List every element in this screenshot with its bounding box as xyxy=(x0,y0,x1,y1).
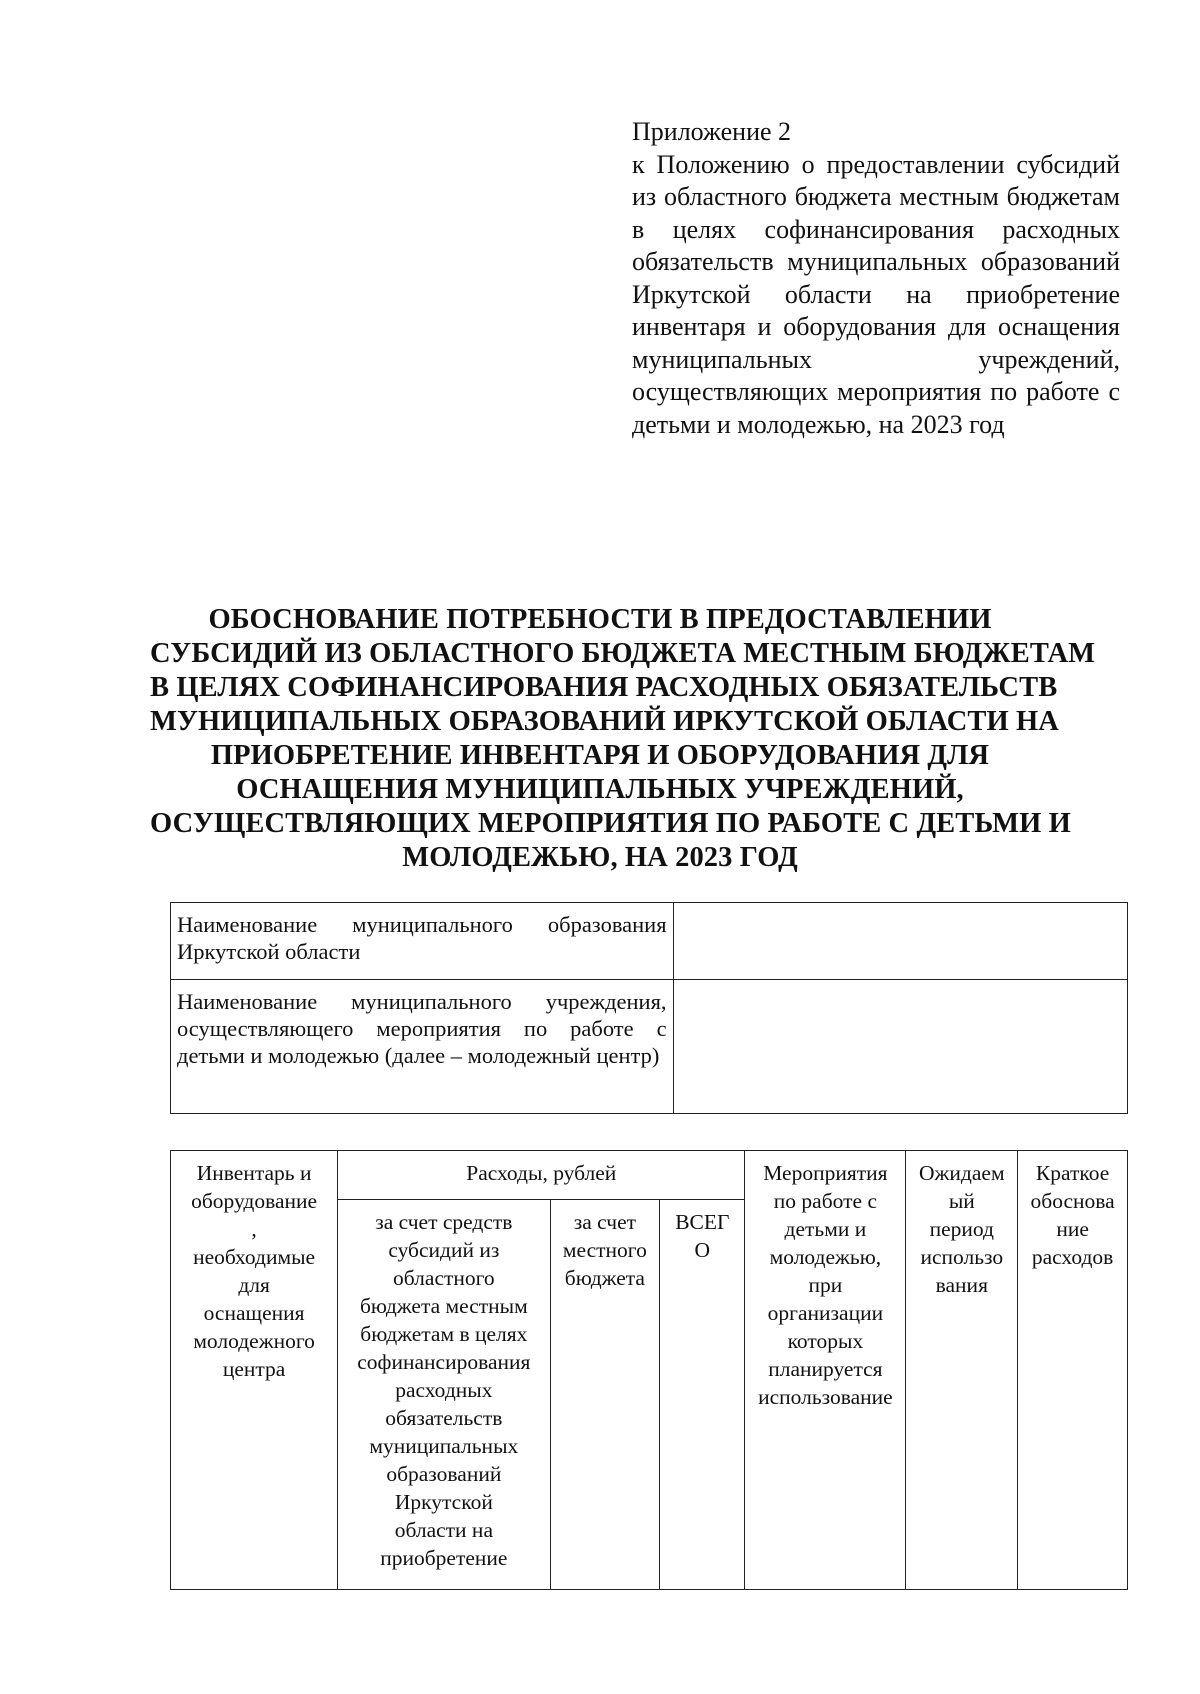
title-line: МУНИЦИПАЛЬНЫХ ОБРАЗОВАНИЙ ИРКУТСКОЙ ОБЛАСТИ НА xyxy=(150,706,1059,737)
title-line: ОСНАЩЕНИЯ МУНИЦИПАЛЬНЫХ УЧРЕЖДЕНИЙ, xyxy=(236,774,964,805)
appendix-header xyxy=(632,116,1120,441)
table-row xyxy=(171,903,1128,980)
header-justification: Краткое обоснова ние расходов xyxy=(1018,1151,1128,1590)
institution-value xyxy=(673,980,1127,1114)
institution-label: Наименование муниципального учреждения, осуществляющего мероприятия по работе с детьми и молодежью (далее – молодежный центр) xyxy=(171,980,674,1114)
appendix-body: к Положению о предоставлении субсидий из областного бюджета местным бюджетам в целях софинансирования расходных обязательств муниципальных образований Иркутской области на приобретение инвентаря и оборудования для оснащения муниципальных учреждений, осуществляющих мероприятия по работе с детьми и молодежью, на 2023 год xyxy=(632,149,1120,439)
document-title xyxy=(150,603,1096,875)
header-local-budget: за счет местного бюджета xyxy=(550,1200,660,1590)
title-line: СУБСИДИЙ ИЗ ОБЛАСТНОГО БЮДЖЕТА МЕСТНЫМ БЮДЖЕТАМ xyxy=(150,638,1096,669)
title-line: ПРИОБРЕТЕНИЕ ИНВЕНТАРЯ И ОБОРУДОВАНИЯ ДЛЯ xyxy=(210,740,990,771)
header-row xyxy=(171,1151,1128,1200)
expenses-table xyxy=(170,1150,1128,1590)
header-expenses-group: Расходы, рублей xyxy=(338,1151,745,1200)
title-line: ОСУЩЕСТВЛЯЮЩИХ МЕРОПРИЯТИЯ ПО РАБОТЕ С ДЕТЬМИ И xyxy=(150,808,1071,839)
header-period: Ожидаем ый период использо вания xyxy=(906,1151,1018,1590)
appendix-title: Приложение 2 xyxy=(632,117,792,146)
title-line: В ЦЕЛЯХ СОФИНАНСИРОВАНИЯ РАСХОДНЫХ ОБЯЗАТЕЛЬСТВ xyxy=(150,672,1058,703)
info-table xyxy=(170,902,1128,1114)
header-inventory: Инвентарь и оборудование , необходимые для оснащения молодежного центра xyxy=(171,1151,338,1590)
header-total: ВСЕГ О xyxy=(660,1200,745,1590)
header-events: Мероприятия по работе с детьми и молодежью, при организации которых планируется использование xyxy=(745,1151,906,1590)
municipality-value xyxy=(673,903,1127,980)
title-line: ОБОСНОВАНИЕ ПОТРЕБНОСТИ В ПРЕДОСТАВЛЕНИИ xyxy=(208,604,992,635)
header-subsidy: за счет средств субсидий из областного бюджета местным бюджетам в целях софинансирования расходных обязательств муниципальных образований Иркутской области на приобретение xyxy=(338,1200,550,1590)
title-line: МОЛОДЕЖЬЮ, НА 2023 ГОД xyxy=(402,842,798,873)
municipality-label: Наименование муниципального образования Иркутской области xyxy=(171,903,674,980)
table-row xyxy=(171,980,1128,1114)
